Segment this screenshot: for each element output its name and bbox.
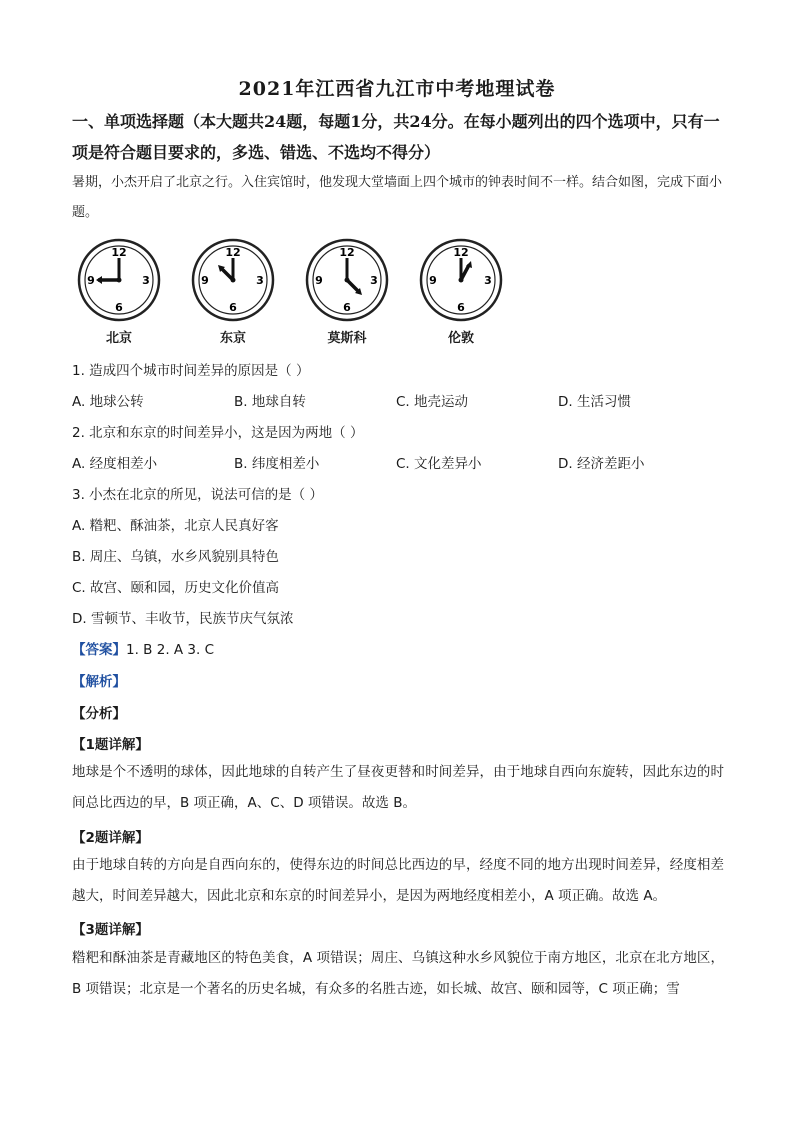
svg-text:6: 6 <box>457 301 465 314</box>
clock-face-icon <box>188 236 278 326</box>
clock-label: 东京 <box>219 331 246 346</box>
question-3-option-a: A. 糌粑、酥油茶，北京人民真好客 <box>72 518 279 534</box>
clock-beijing <box>74 236 164 348</box>
numeral-9: 9 <box>87 274 95 287</box>
clock-label: 莫斯科 <box>327 331 367 346</box>
question-intro: 暑期，小杰开启了北京之行。入住宾馆时，他发现大堂墙面上四个城市的钟表时间不一样。结合如图，完成下面小题。 <box>72 175 723 220</box>
clock-face-icon <box>74 236 164 326</box>
question-3-option-b: B. 周庄、乌镇，水乡风貌别具特色 <box>72 549 279 565</box>
svg-text:3: 3 <box>256 274 264 287</box>
clock-tokyo <box>188 236 278 348</box>
q2-detail-text: 由于地球自转的方向是自西向东的，使得东边的时间总比西边的早，经度不同的地方出现时间差异，经度相差越大，时间差异越大，因此北京和东京的时间差异小，是因为两地经度相差小，A 项正确。故选 A。 <box>72 857 724 904</box>
clock-face-icon <box>302 236 392 326</box>
question-2-option-a: A. 经度相差小 <box>72 456 158 472</box>
svg-text:9: 9 <box>429 274 437 287</box>
fenxi-tag: 【分析】 <box>72 706 126 722</box>
q1-detail-text: 地球是个不透明的球体，因此地球的自转产生了昼夜更替和时间差异，由于地球自西向东旋转，因此东边的时间总比西边的早，B 项正确，A、C、D 项错误。故选 B。 <box>72 764 724 811</box>
question-2-option-c: C. 文化差异小 <box>396 456 482 472</box>
question-1-option-c: C. 地壳运动 <box>396 394 469 410</box>
question-2-option-d: D. 经济差距小 <box>558 456 645 472</box>
hour-hand <box>347 280 359 292</box>
question-3-stem: 3. 小杰在北京的所见，说法可信的是（ ） <box>72 487 323 503</box>
svg-text:12: 12 <box>225 246 241 259</box>
svg-text:9: 9 <box>315 274 323 287</box>
section-heading: 一、单项选择题（本大题共24题，每题1分，共24分。在每小题列出的四个选项中，只有一项是符合题目要求的，多选、错选、不选均不得分） <box>72 112 720 162</box>
hour-hand <box>221 268 233 280</box>
clock-moscow <box>302 236 392 348</box>
svg-text:6: 6 <box>229 301 237 314</box>
question-2-stem: 2. 北京和东京的时间差异小，这是因为两地（ ） <box>72 425 364 441</box>
numeral-6: 6 <box>115 301 123 314</box>
question-3-option-d: D. 雪顿节、丰收节，民族节庆气氛浓 <box>72 611 294 627</box>
svg-text:3: 3 <box>484 274 492 287</box>
question-1-stem: 1. 造成四个城市时间差异的原因是（ ） <box>72 363 310 379</box>
clock-label: 北京 <box>105 331 132 346</box>
question-1-option-b: B. 地球自转 <box>234 394 306 410</box>
question-1-option-a: A. 地球公转 <box>72 394 144 410</box>
svg-text:3: 3 <box>370 274 378 287</box>
page-title: 2021年江西省九江市中考地理试卷 <box>238 78 556 100</box>
svg-text:6: 6 <box>343 301 351 314</box>
answer-text: 1. B 2. A 3. C <box>126 642 215 658</box>
answer-tag: 【答案】 <box>72 642 126 658</box>
svg-text:12: 12 <box>339 246 355 259</box>
q3-detail-tag: 【3题详解】 <box>72 922 149 938</box>
svg-text:12: 12 <box>453 246 469 259</box>
question-3-option-c: C. 故宫、颐和园，历史文化价值高 <box>72 580 280 596</box>
q1-detail-tag: 【1题详解】 <box>72 737 149 753</box>
svg-text:9: 9 <box>201 274 209 287</box>
q3-detail-text: 糌粑和酥油茶是青藏地区的特色美食，A 项错误；周庄、乌镇这种水乡风貌位于南方地区，北京在北方地区，B 项错误；北京是一个著名的历史名城，有众多的名胜古迹，如长城、故宫、颐和园等，C 项正确；雪 <box>72 950 724 997</box>
question-2-option-b: B. 纬度相差小 <box>234 456 320 472</box>
clock-london <box>416 236 506 348</box>
analysis-tag: 【解析】 <box>72 674 126 690</box>
numeral-12: 12 <box>111 246 127 259</box>
clock-label: 伦敦 <box>447 331 474 346</box>
answer-line <box>72 638 214 658</box>
clock-figure <box>74 236 514 348</box>
clock-face-icon <box>416 236 506 326</box>
question-1-option-d: D. 生活习惯 <box>558 394 631 410</box>
q2-detail-tag: 【2题详解】 <box>72 830 149 846</box>
numeral-3: 3 <box>142 274 150 287</box>
